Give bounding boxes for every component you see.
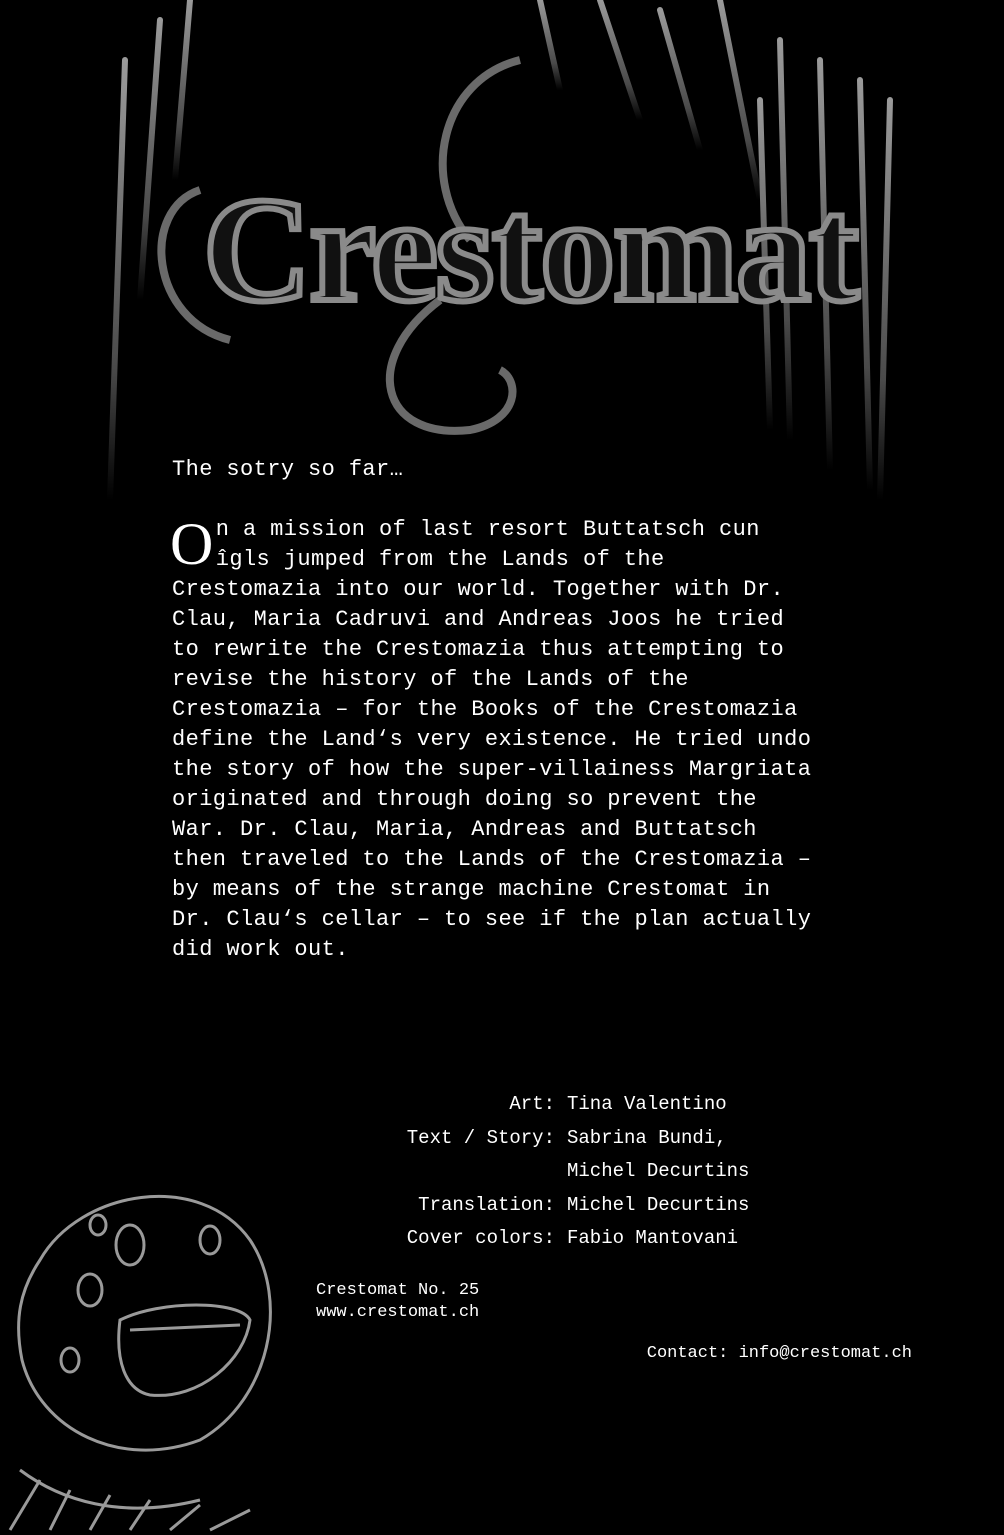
credit-translation (300, 1189, 820, 1223)
credit-label-empty (300, 1155, 567, 1189)
intro-heading: The sotry so far… (172, 457, 404, 482)
credits-block (300, 1088, 820, 1256)
story-paragraph (170, 511, 812, 965)
credit-label: Translation: (418, 1193, 555, 1216)
credit-text-story-cont (300, 1155, 820, 1189)
credit-value: Sabrina Bundi, (567, 1126, 727, 1149)
drop-cap: O (170, 511, 214, 577)
buttatsch-monster-icon (10, 1196, 270, 1530)
credit-label: Text / Story: (406, 1126, 555, 1149)
credit-text-story (300, 1122, 820, 1156)
credit-value: Michel Decurtins (567, 1160, 750, 1182)
contact-email[interactable]: Contact: info@crestomat.ch (646, 1344, 912, 1363)
credit-value: Michel Decurtins (567, 1193, 750, 1216)
story-text: n a mission of last resort Buttatsch cun îgls jumped from the Lands of the Crestomazia into our world. Together with Dr. Clau, Maria Cadruvi and Andreas Joos he tried to rewrite the Crestomazia thus attempting to revise the history of the Lands of the Crestomazia – for the Books of the Crestomazia define the Land‘s very existence. He tried undo the story of how the super-villainess Margriata originated and through doing so prevent the War. Dr. Clau, Maria, Andreas and Buttatsch then traveled to the Lands of the Crestomazia – by means of the strange machine Crestomat in Dr. Clau‘s cellar – to see if the plan actually did work out. (172, 517, 812, 962)
issue-info (316, 1280, 479, 1324)
credit-label: Art: (509, 1093, 555, 1115)
website-link[interactable]: www.crestomat.ch (316, 1303, 480, 1322)
crestomat-logo: Crestomat (203, 167, 857, 333)
credit-art (300, 1088, 820, 1122)
credit-cover-colors (300, 1222, 820, 1256)
issue-number: Crestomat No. 25 (316, 1281, 480, 1300)
credit-value: Fabio Mantovani (567, 1227, 739, 1249)
credit-label: Cover colors: (406, 1227, 555, 1249)
credit-value: Tina Valentino (567, 1093, 727, 1115)
